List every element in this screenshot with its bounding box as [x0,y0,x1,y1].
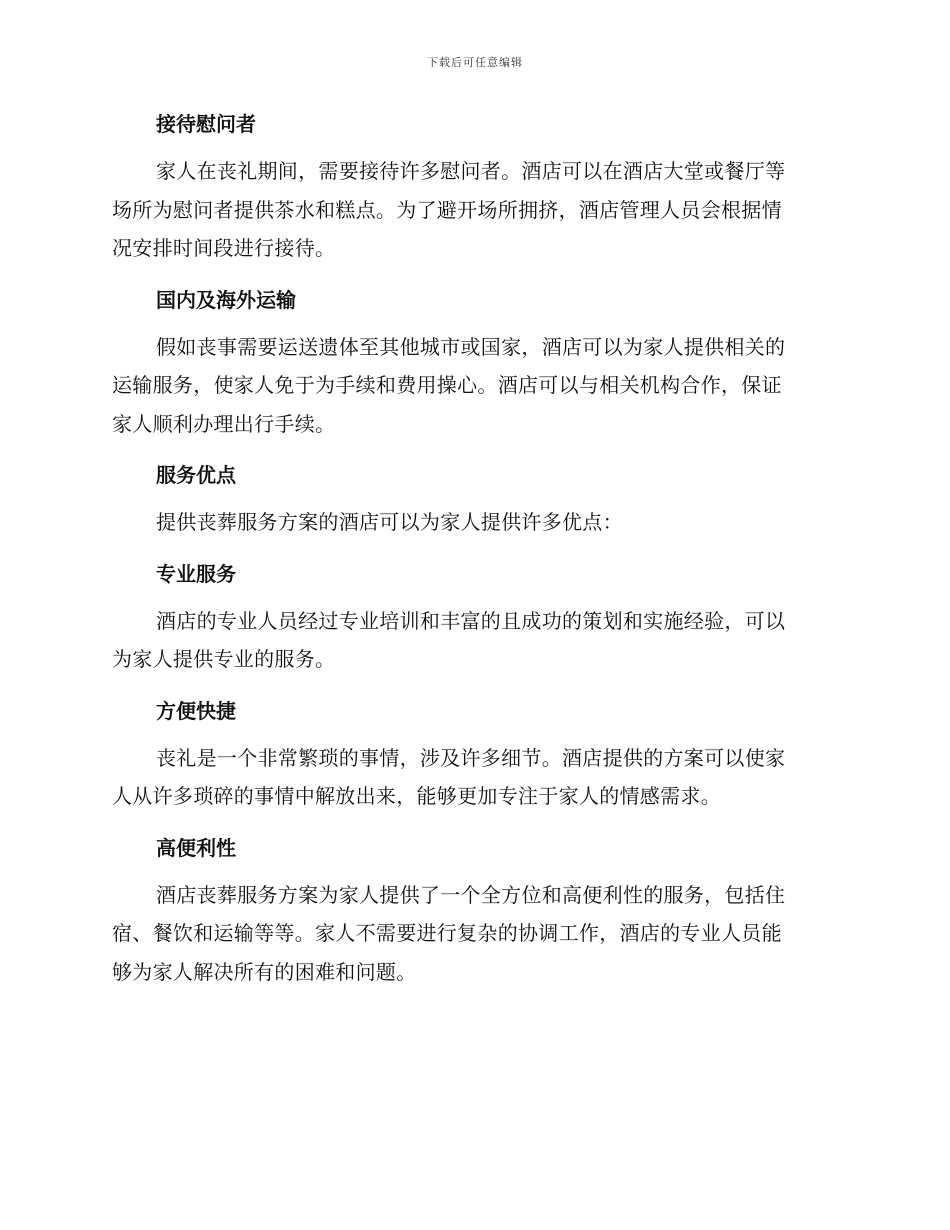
section-heading-transport: 国内及海外运输 [156,287,296,312]
section-paragraph-advantages [112,503,832,542]
paragraph-line: 人从许多琐碎的事情中解放出来，能够更加专注于家人的情感需求。 [112,784,721,808]
paragraph-line: 提供丧葬服务方案的酒店可以为家人提供许多优点： [156,510,623,534]
section-heading-reception: 接待慰问者 [156,112,256,136]
section-paragraph-reception [112,152,832,268]
section-heading-professional: 专业服务 [156,561,236,586]
section-paragraph-high-convenience [112,876,832,992]
paragraph-line: 假如丧事需要运送遗体至其他城市或国家，酒店可以为家人提供相关的 [156,334,786,359]
section-heading-convenient: 方便快捷 [156,698,236,723]
section-paragraph-convenient [112,739,832,816]
paragraph-line: 够为家人解决所有的困难和问题。 [112,959,417,984]
document-body [112,106,832,1005]
paragraph-line: 家人顺利办理出行手续。 [112,411,336,436]
paragraph-line: 宿、餐饮和运输等等。家人不需要进行复杂的协调工作，酒店的专业人员能 [112,921,782,945]
paragraph-line: 场所为慰问者提供茶水和糕点。为了避开场所拥挤，酒店管理人员会根据情 [112,197,782,222]
paragraph-line: 况安排时间段进行接待。 [112,236,336,260]
section-heading-advantages: 服务优点 [156,463,236,487]
paragraph-line: 酒店丧葬服务方案为家人提供了一个全方位和高便利性的服务，包括住 [156,882,786,907]
paragraph-line: 为家人提供专业的服务。 [112,647,336,671]
paragraph-line: 酒店的专业人员经过专业培训和丰富的且成功的策划和实施经验，可以 [156,608,786,633]
page-header: 下载后可任意编辑 [427,56,523,69]
paragraph-line: 运输服务，使家人免于为手续和费用操心。酒店可以与相关机构合作，保证 [112,373,782,397]
section-paragraph-professional [112,602,832,679]
section-heading-high-convenience: 高便利性 [156,835,236,860]
section-paragraph-transport [112,328,832,444]
paragraph-line: 丧礼是一个非常繁琐的事情，涉及许多细节。酒店提供的方案可以使家 [156,745,786,770]
paragraph-line: 家人在丧礼期间，需要接待许多慰问者。酒店可以在酒店大堂或餐厅等 [156,159,786,183]
